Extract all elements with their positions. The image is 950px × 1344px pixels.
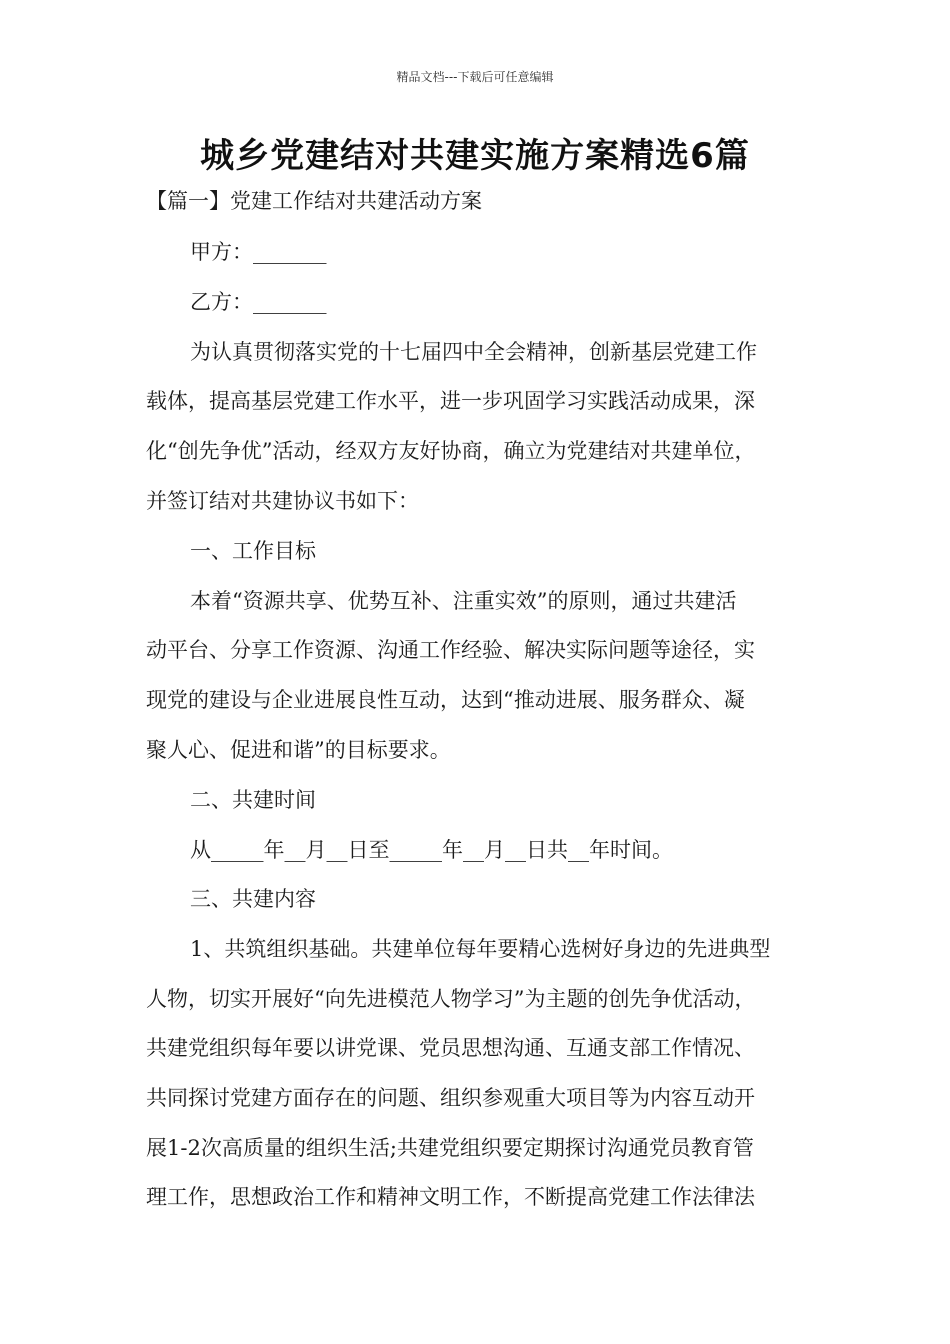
paragraph-line: 化“创先争优”活动，经双方友好协商，确立为党建结对共建单位， (146, 439, 756, 463)
paragraph-line: 本着“资源共享、优势互补、注重实效”的原则，通过共建活 (190, 589, 737, 613)
paragraph-line: 1、共筑组织基础。共建单位每年要精心选树好身边的先进典型 (190, 937, 771, 961)
section-heading: 三、共建内容 (190, 887, 316, 911)
paragraph-line: 现党的建设与企业进展良性互动，达到“推动进展、服务群众、凝 (146, 688, 745, 712)
party-b-line: 乙方：_______ (190, 290, 327, 314)
section-heading: 二、共建时间 (190, 788, 316, 812)
document-title: 城乡党建结对共建实施方案精选6篇 (200, 136, 750, 176)
date-range-line: 从_____年__月__日至_____年__月__日共__年时间。 (190, 838, 673, 862)
paragraph-line: 人物，切实开展好“向先进模范人物学习”为主题的创先争优活动， (146, 987, 756, 1011)
paragraph-line: 共建党组织每年要以讲党课、党员思想沟通、互通支部工作情况、 (146, 1036, 755, 1060)
party-a-line: 甲方：_______ (190, 240, 327, 264)
section-heading-part-one: 【篇一】党建工作结对共建活动方案 (146, 189, 482, 213)
paragraph-line: 展1-2次高质量的组织生活;共建党组织要定期探讨沟通党员教育管 (146, 1136, 754, 1160)
paragraph-line: 载体，提高基层党建工作水平，进一步巩固学习实践活动成果，深 (146, 389, 755, 413)
header-note: 精品文档---下载后可任意编辑 (396, 70, 554, 84)
paragraph-line: 理工作，思想政治工作和精神文明工作，不断提高党建工作法律法 (146, 1185, 755, 1209)
paragraph-line: 为认真贯彻落实党的十七届四中全会精神，创新基层党建工作 (190, 340, 757, 364)
paragraph-line: 并签订结对共建协议书如下： (146, 489, 419, 513)
paragraph-line: 动平台、分享工作资源、沟通工作经验、解决实际问题等途径，实 (146, 638, 755, 662)
section-heading: 一、工作目标 (190, 539, 316, 563)
paragraph-line: 共同探讨党建方面存在的问题、组织参观重大项目等为内容互动开 (146, 1086, 755, 1110)
paragraph-line: 聚人心、促进和谐”的目标要求。 (146, 738, 451, 762)
